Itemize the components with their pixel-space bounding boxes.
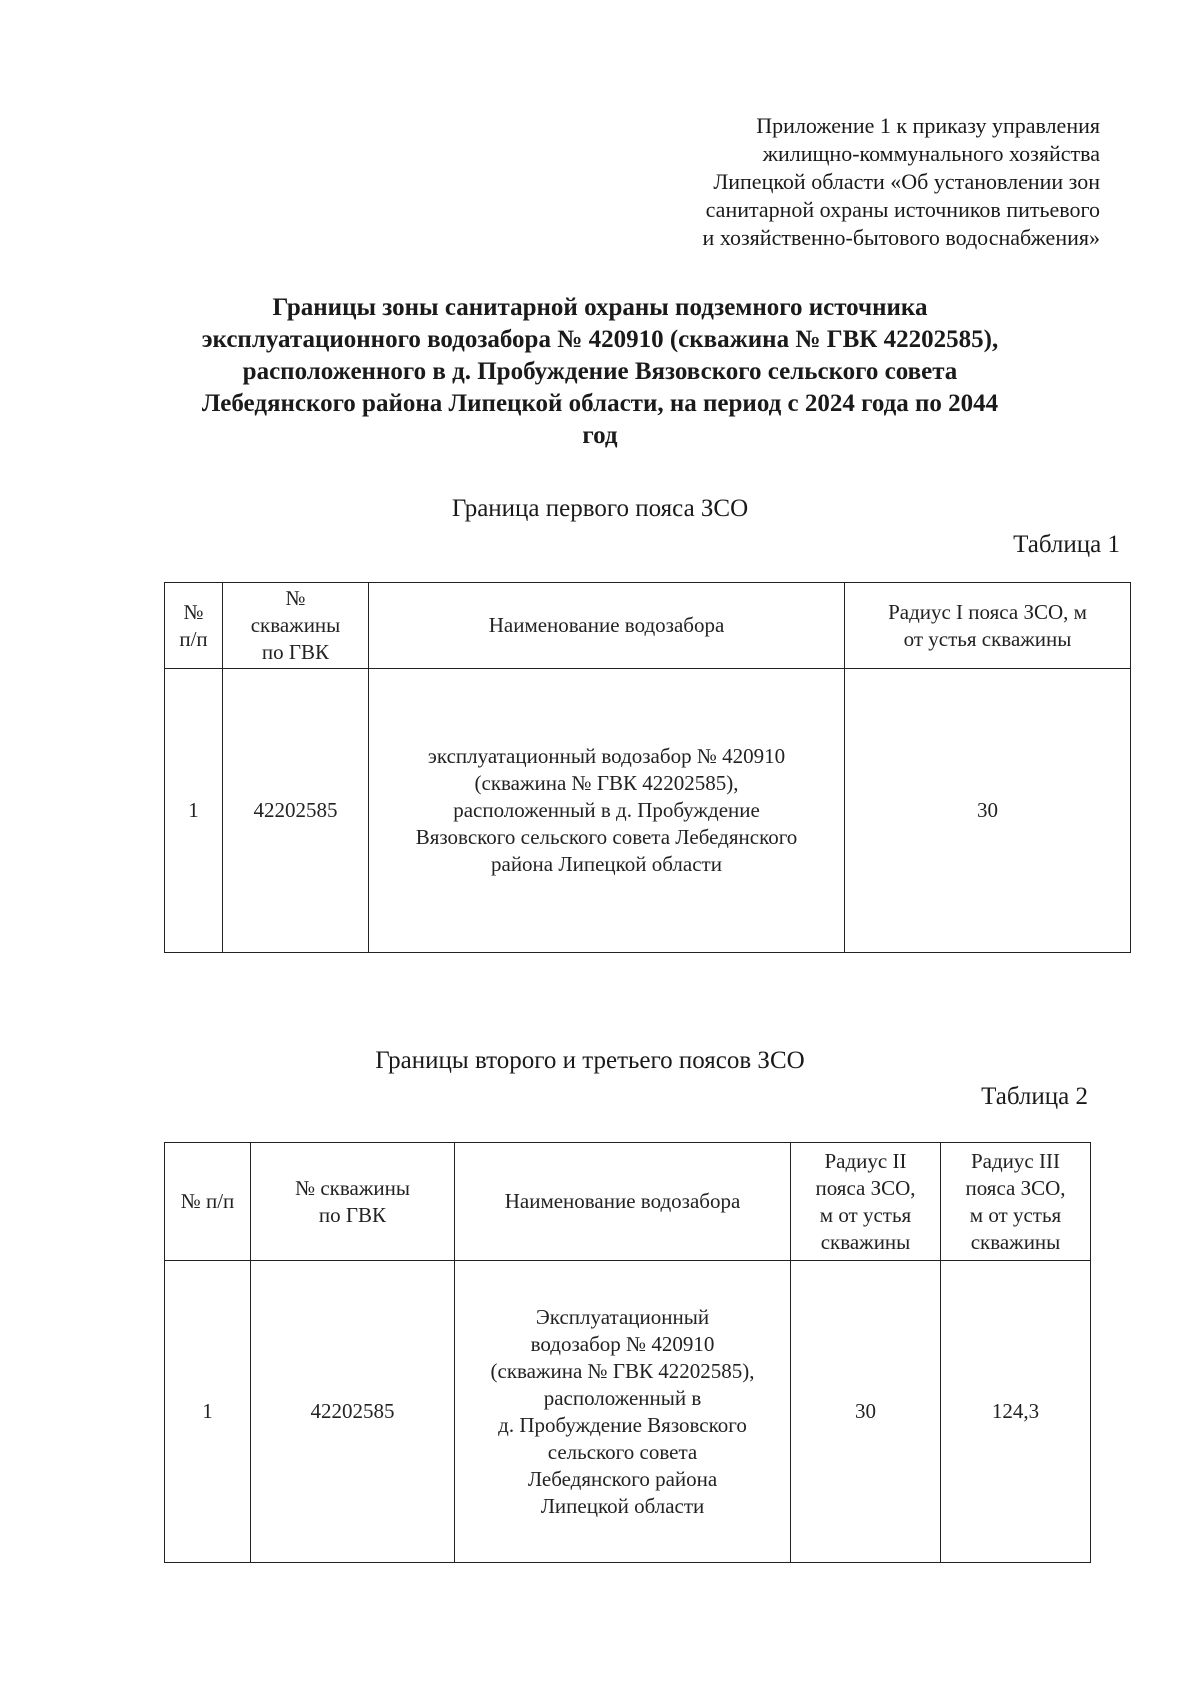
cell-line: Лебедянского района — [527, 1466, 718, 1491]
cell-line: эксплуатационный водозабор № 420910 — [427, 744, 786, 768]
cell-line: Эксплуатационный — [535, 1304, 710, 1329]
table-row — [165, 1261, 1091, 1563]
table2-heading: Границы второго и третьего поясов ЗСО — [375, 1047, 805, 1074]
table2 — [164, 1142, 1091, 1563]
appendix-line: санитарной охраны источников питьевого — [705, 197, 1100, 222]
table1 — [164, 582, 1131, 953]
cell-line: сельского совета — [547, 1439, 698, 1464]
table2-cell-radius2: 30 — [791, 1261, 941, 1563]
title-line: Границы зоны санитарной охраны подземного источника — [272, 294, 928, 321]
header-line: по ГВК — [261, 640, 330, 664]
header-line: Радиус I пояса ЗСО, м — [888, 599, 1087, 624]
header-line: Радиус II — [824, 1148, 907, 1173]
cell-line: Вязовского сельского совета Лебедянского — [415, 825, 798, 849]
table2-header-num — [165, 1143, 251, 1261]
header-line: м от устья — [969, 1202, 1062, 1227]
header-line: Наименование водозабора — [504, 1189, 741, 1213]
cell-line: Липецкой области — [540, 1493, 705, 1518]
cell-line: расположенный в — [543, 1385, 702, 1410]
appendix-line: и хозяйственно-бытового водоснабжения» — [702, 225, 1100, 250]
header-line: скважины — [970, 1229, 1061, 1254]
header-line: скважины — [820, 1229, 911, 1254]
table1-heading: Граница первого пояса ЗСО — [451, 495, 749, 522]
header-line: м от устья — [819, 1202, 912, 1227]
table2-header-radius3 — [941, 1143, 1091, 1261]
table1-header-row — [165, 583, 1131, 669]
cell-line: водозабор № 420910 — [530, 1331, 715, 1356]
table1-cell-radius: 30 — [845, 669, 1131, 953]
table-row — [165, 669, 1131, 953]
cell-line: района Липецкой области — [491, 852, 722, 876]
appendix-line: Приложение 1 к приказу управления — [756, 113, 1100, 138]
table1-cell-well: 42202585 — [223, 669, 369, 953]
cell-line: д. Пробуждение Вязовского — [498, 1412, 747, 1437]
header-line: скважины — [250, 613, 341, 637]
table1-header-name — [369, 583, 845, 669]
table2-header-row — [165, 1143, 1091, 1261]
appendix-note — [630, 112, 1100, 252]
header-line: пояса ЗСО, — [815, 1175, 916, 1200]
cell-line: расположенный в д. Пробуждение — [453, 798, 760, 822]
table2-header-name — [455, 1143, 791, 1261]
table2-cell-well: 42202585 — [251, 1261, 455, 1563]
table1-label: Таблица 1 — [1013, 531, 1120, 558]
header-line: Радиус III — [971, 1148, 1060, 1173]
title-line: Лебедянского района Липецкой области, на период с 2024 года по 2044 — [201, 390, 999, 417]
table2-header-well — [251, 1143, 455, 1261]
table1-cell-name — [369, 669, 845, 953]
document-title — [140, 292, 1060, 452]
appendix-line: жилищно-коммунального хозяйства — [762, 141, 1100, 166]
header-line: от устья скважины — [903, 626, 1072, 651]
table1-header-well — [223, 583, 369, 669]
table2-cell-name — [455, 1261, 791, 1563]
table2-cell-radius3: 124,3 — [941, 1261, 1091, 1563]
header-line: по ГВК — [318, 1202, 387, 1227]
header-line: № скважины — [295, 1175, 410, 1200]
appendix-line: Липецкой области «Об установлении зон — [713, 169, 1100, 194]
table1-cell-num: 1 — [165, 669, 223, 953]
table1-header-radius — [845, 583, 1131, 669]
title-line: год — [582, 422, 618, 449]
title-line: расположенного в д. Пробуждение Вязовского сельского совета — [242, 358, 958, 385]
header-line: п/п — [179, 626, 208, 651]
header-line: № — [183, 599, 204, 624]
header-line: пояса ЗСО, — [965, 1175, 1066, 1200]
cell-line: (скважина № ГВК 42202585), — [474, 771, 739, 795]
cell-line: (скважина № ГВК 42202585), — [490, 1358, 755, 1383]
header-line: Наименование водозабора — [488, 613, 725, 637]
table2-cell-num: 1 — [165, 1261, 251, 1563]
table1-header-num — [165, 583, 223, 669]
header-line: № п/п — [180, 1189, 235, 1213]
table2-label: Таблица 2 — [981, 1083, 1088, 1110]
title-line: эксплуатационного водозабора № 420910 (скважина № ГВК 42202585), — [201, 326, 999, 353]
header-line: № — [285, 586, 306, 610]
table2-header-radius2 — [791, 1143, 941, 1261]
